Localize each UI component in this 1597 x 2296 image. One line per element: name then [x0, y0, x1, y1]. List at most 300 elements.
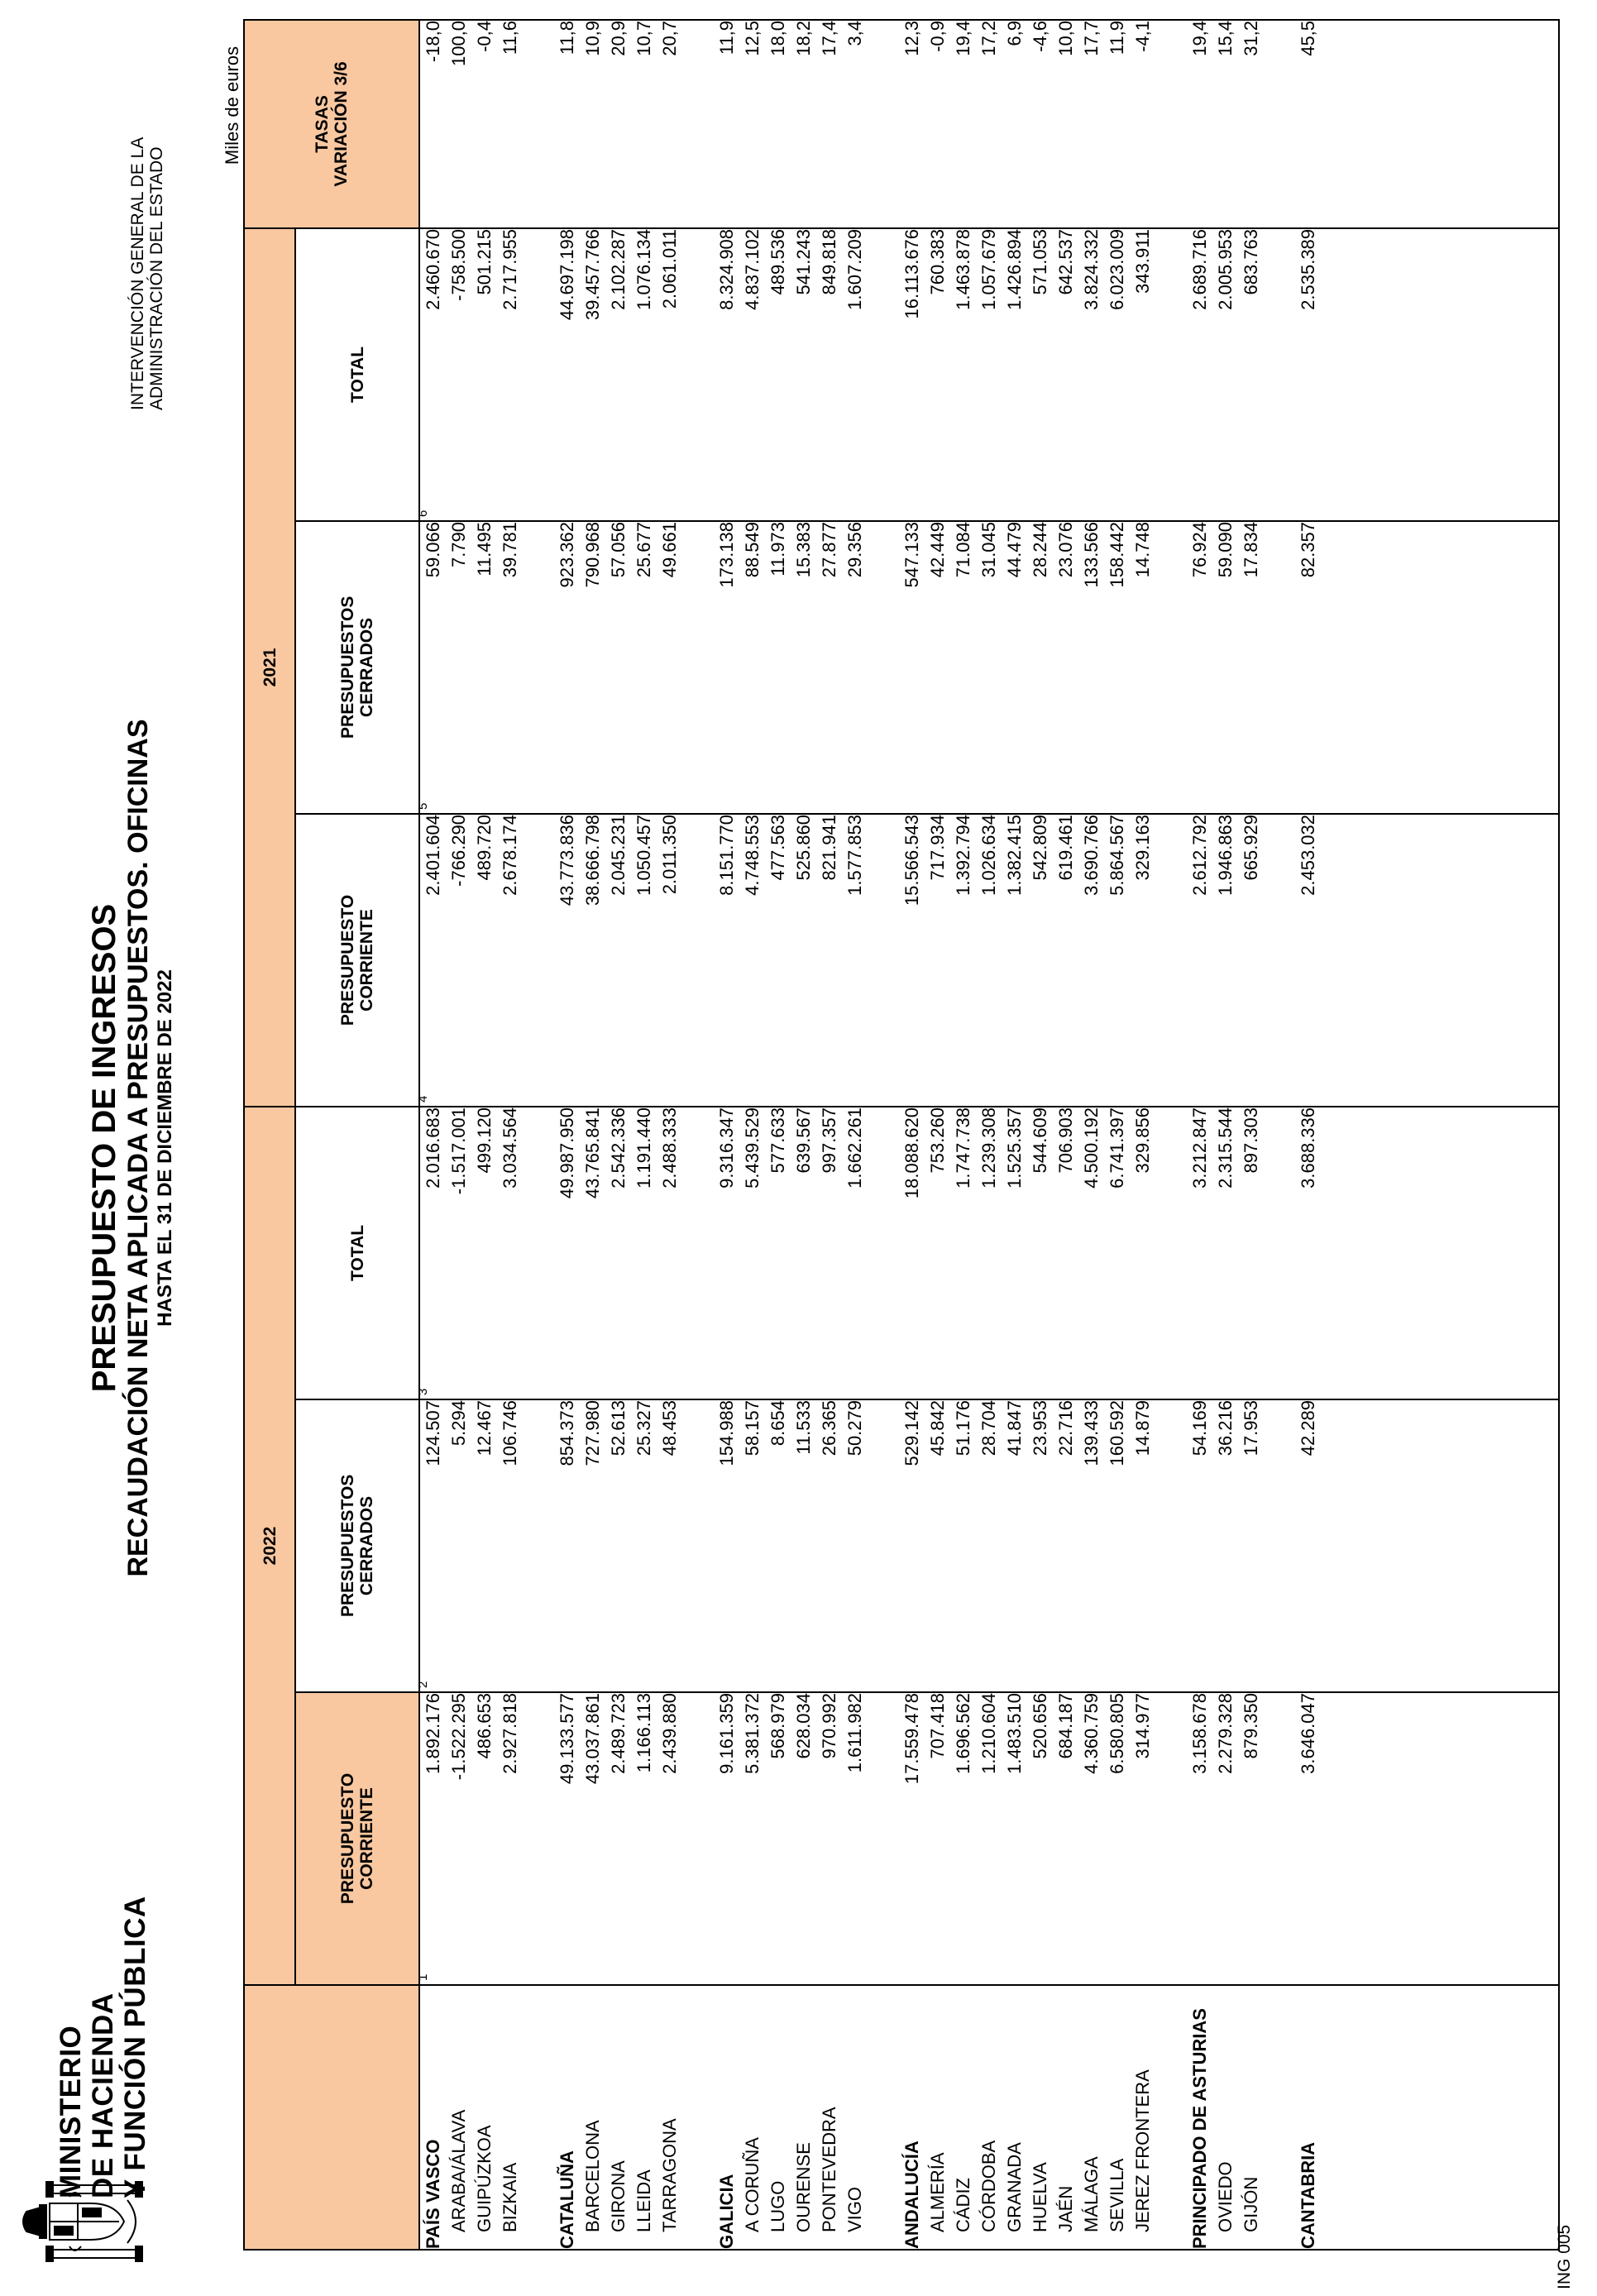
table-cell: 23.953	[1030, 1400, 1050, 1457]
group-spacer	[523, 522, 554, 813]
table-cell: 27.877	[819, 521, 839, 578]
office-name: GUIPÚZKOA	[474, 2125, 495, 2232]
table-cell: 5.864.567	[1107, 814, 1127, 896]
group-spacer	[1155, 522, 1187, 813]
table-cell: 49.987.950	[557, 1107, 577, 1199]
group-spacer	[523, 1107, 554, 1399]
table-cell: 28.244	[1030, 521, 1050, 578]
ministry-line-2: DE HACIENDA	[87, 1992, 119, 2198]
table-cell: -1.522.295	[448, 1693, 469, 1781]
table-cell: 314.977	[1132, 1693, 1153, 1759]
office-name: SEVILLA	[1107, 2158, 1127, 2232]
table-cell: 9.316.347	[716, 1107, 737, 1189]
table-cell: -0,4	[474, 20, 495, 52]
table-cell: 10,0	[1055, 20, 1076, 56]
table-cell: 17,7	[1081, 20, 1102, 56]
table-cell: 14.879	[1132, 1400, 1153, 1457]
column-number: 1	[416, 1973, 430, 1981]
table-cell: 17,2	[978, 20, 999, 56]
table-cell: 4.360.759	[1081, 1693, 1102, 1774]
table-cell: 16.113.676	[901, 228, 922, 319]
table-cell: 10,7	[634, 20, 654, 56]
table-cell: 577.633	[767, 1107, 788, 1174]
office-name: BIZKAIA	[500, 2162, 520, 2232]
table-cell: 2.612.792	[1189, 814, 1210, 896]
table-cell: 11.973	[767, 521, 788, 576]
table-cell: 2.102.287	[608, 228, 629, 310]
table-cell: 26.365	[819, 1400, 839, 1457]
intervencion-line-2: ADMINISTRACIÓN DEL ESTADO	[147, 146, 166, 410]
table-cell: 8.654	[767, 1400, 788, 1447]
table-cell: 1.892.176	[423, 1693, 443, 1774]
table-cell: 18.088.620	[901, 1107, 922, 1199]
group-spacer	[1264, 1107, 1295, 1399]
table-cell: 489.720	[474, 814, 495, 881]
year-2021-header: 2021	[244, 228, 295, 1107]
table-cell: 3.690.766	[1081, 814, 1102, 896]
table-cell: 3.688.336	[1298, 1107, 1318, 1189]
group-spacer	[1155, 1986, 1187, 2249]
table-cell: 2.488.333	[659, 1107, 680, 1189]
table-cell: 57.056	[608, 521, 629, 578]
column-number: 3	[416, 1388, 430, 1395]
table-cell: 1.662.261	[844, 1107, 865, 1189]
intervencion-line-1: INTERVENCIÓN GENERAL DE LA	[128, 136, 147, 410]
office-name: OURENSE	[793, 2142, 814, 2232]
region-name: PRINCIPADO DE ASTURIAS	[1189, 2008, 1210, 2249]
table-cell: 19,4	[953, 20, 973, 56]
table-cell: 2.453.032	[1298, 814, 1318, 896]
table-cell: 139.433	[1081, 1400, 1102, 1466]
table-cell: 23.076	[1055, 521, 1076, 578]
table-cell: 489.536	[767, 228, 788, 295]
group-spacer	[1264, 21, 1295, 227]
group-spacer	[868, 21, 899, 227]
table-cell: 54.169	[1189, 1400, 1210, 1457]
office-name: OVIEDO	[1215, 2161, 1236, 2232]
total-2021-column	[416, 228, 1559, 521]
office-name: HUELVA	[1030, 2162, 1050, 2232]
table-cell: 17.559.478	[901, 1693, 922, 1785]
table-cell: 18,0	[767, 20, 788, 56]
table-cell: 25.677	[634, 521, 654, 578]
table-cell: 477.563	[767, 814, 788, 881]
table-cell: 11.495	[474, 521, 495, 576]
corriente-2021-column	[416, 814, 1559, 1107]
table-cell: 45.842	[927, 1400, 948, 1457]
table-cell: 50.279	[844, 1400, 865, 1457]
table-cell: -18,0	[423, 20, 443, 63]
title-line-3: HASTA EL 31 DE DICIEMBRE DE 2022	[154, 969, 176, 1327]
table-cell: 173.138	[716, 521, 737, 588]
office-name: GIRONA	[608, 2160, 629, 2232]
table-cell: 39.457.766	[582, 228, 603, 321]
table-cell: 15,4	[1215, 20, 1236, 56]
table-cell: 41.847	[1004, 1400, 1025, 1457]
table-cell: 11,9	[716, 20, 737, 55]
table-cell: 2.401.604	[423, 814, 443, 896]
table-cell: 343.911	[1132, 228, 1153, 294]
table-cell: 1.577.853	[844, 814, 865, 896]
table-cell: 8.324.908	[716, 228, 737, 310]
table-cell: 2.542.336	[608, 1107, 629, 1189]
cerrados-2022-header: PRESUPUESTOS CERRADOS	[295, 1399, 419, 1692]
table-cell: 2.678.174	[500, 814, 520, 896]
table-cell: 3.824.332	[1081, 228, 1102, 310]
table-cell: 706.903	[1055, 1107, 1076, 1174]
group-spacer	[682, 522, 714, 813]
table-cell: 11,8	[557, 20, 577, 55]
group-spacer	[1155, 815, 1187, 1106]
table-cell: 1.946.863	[1215, 814, 1236, 896]
table-cell: 897.303	[1241, 1107, 1261, 1174]
table-cell: 42.449	[927, 521, 948, 578]
office-header	[244, 1985, 419, 2250]
table-cell: 4.837.102	[742, 228, 763, 310]
table-cell: 2.689.716	[1189, 228, 1210, 310]
office-name: ARABA/ÁLAVA	[448, 2109, 469, 2232]
table-cell: 1.057.679	[978, 228, 999, 310]
table-cell: 2.011.350	[659, 814, 680, 895]
table-cell: 43.037.861	[582, 1693, 603, 1785]
office-name: VIGO	[844, 2186, 865, 2232]
table-cell: 547.133	[901, 521, 922, 588]
cerrados-2021-column	[416, 521, 1559, 814]
table-cell: 82.357	[1298, 521, 1318, 578]
table-cell: 2.045.231	[608, 814, 629, 896]
table-cell: 2.489.723	[608, 1693, 629, 1774]
table-cell: -0,9	[927, 20, 948, 52]
group-spacer	[682, 1400, 714, 1691]
office-name: BARCELONA	[582, 2120, 603, 2232]
office-name: JEREZ FRONTERA	[1132, 2069, 1153, 2232]
group-spacer	[682, 1693, 714, 1984]
table-cell: 665.929	[1241, 814, 1261, 881]
group-spacer	[1155, 1107, 1187, 1399]
table-cell: 2.460.670	[423, 228, 443, 310]
office-name: GIJÓN	[1241, 2176, 1261, 2232]
title-line-2: RECAUDACIÓN NETA APLICADA A PRESUPUESTOS. OFICINAS	[122, 719, 154, 1577]
table-cell: 88.549	[742, 521, 763, 578]
table-cell: 106.746	[500, 1400, 520, 1466]
table-cell: 520.656	[1030, 1693, 1050, 1759]
office-name: TARRAGONA	[659, 2118, 680, 2232]
table-cell: 1.239.308	[978, 1107, 999, 1189]
office-name: LUGO	[767, 2180, 788, 2232]
table-cell: 2.061.011	[659, 228, 680, 309]
region-name: CANTABRIA	[1298, 2141, 1318, 2249]
table-cell: 11.533	[793, 1400, 814, 1455]
region-name: GALICIA	[716, 2174, 737, 2249]
group-spacer	[682, 1986, 714, 2249]
table-cell: 17.953	[1241, 1400, 1261, 1457]
table-cell: 1.696.562	[953, 1693, 973, 1774]
tasas-column	[419, 20, 1559, 228]
group-spacer	[868, 1107, 899, 1399]
total-2022-header: TOTAL	[295, 1107, 419, 1399]
table-cell: 760.383	[927, 228, 948, 295]
office-name: PONTEVEDRA	[819, 2107, 839, 2232]
group-spacer	[868, 1986, 899, 2249]
table-cell: -1.517.001	[448, 1107, 469, 1195]
table-cell: 42.289	[1298, 1400, 1318, 1457]
table-cell: 49.133.577	[557, 1693, 577, 1785]
table-cell: 642.537	[1055, 228, 1076, 295]
table-cell: 1.483.510	[1004, 1693, 1025, 1774]
table-cell: 5.381.372	[742, 1693, 763, 1774]
table-cell: 15.566.543	[901, 814, 922, 906]
table-cell: 544.609	[1030, 1107, 1050, 1174]
table-cell: 923.362	[557, 521, 577, 588]
table-cell: 753.260	[927, 1107, 948, 1174]
group-spacer	[1264, 522, 1295, 813]
table-cell: 43.773.836	[557, 814, 577, 906]
office-name: LLEIDA	[634, 2169, 654, 2232]
title-line-1: PRESUPUESTO DE INGRESOS	[86, 903, 122, 1393]
total-2022-column	[416, 1107, 1559, 1399]
table-cell: 29.356	[844, 521, 865, 578]
table-cell: 6.023.009	[1107, 228, 1127, 310]
group-spacer	[1155, 229, 1187, 520]
table-cell: 1.392.794	[953, 814, 973, 896]
table-cell: 3.646.047	[1298, 1693, 1318, 1774]
group-spacer	[1155, 21, 1187, 227]
table-cell: 7.790	[448, 521, 469, 568]
table-cell: 2.717.955	[500, 228, 520, 310]
table-cell: 25.327	[634, 1400, 654, 1457]
ministry-line-1: MINISTERIO	[55, 2025, 87, 2198]
group-spacer	[523, 815, 554, 1106]
table-cell: 39.781	[500, 521, 520, 578]
table-cell: 2.016.683	[423, 1107, 443, 1189]
group-spacer	[868, 1400, 899, 1691]
table-cell: 486.653	[474, 1693, 495, 1759]
group-spacer	[523, 1986, 554, 2249]
group-spacer	[682, 229, 714, 520]
table-cell: 31,2	[1241, 20, 1261, 56]
table-cell: 11,9	[1107, 20, 1127, 55]
table-cell: 541.243	[793, 228, 814, 295]
table-cell: 12.467	[474, 1400, 495, 1457]
table-cell: 71.084	[953, 521, 973, 578]
table-cell: 329.856	[1132, 1107, 1153, 1174]
table-cell: 20,9	[608, 20, 629, 56]
table-cell: 501.215	[474, 228, 495, 295]
table-cell: 1.525.357	[1004, 1107, 1025, 1189]
corriente-2022-header: PRESUPUESTO CORRIENTE	[295, 1692, 419, 1985]
group-spacer	[682, 21, 714, 227]
table-cell: 5.439.529	[742, 1107, 763, 1189]
table-cell: 45,5	[1298, 20, 1318, 56]
table-cell: 59.090	[1215, 521, 1236, 578]
table-cell: -766.290	[448, 814, 469, 887]
table-cell: 329.163	[1132, 814, 1153, 881]
table-cell: 2.535.389	[1298, 228, 1318, 310]
group-spacer	[868, 815, 899, 1106]
table-cell: 12,5	[742, 20, 763, 56]
table-cell: 997.357	[819, 1107, 839, 1174]
group-spacer	[1155, 1400, 1187, 1691]
table-cell: 11,6	[500, 20, 520, 55]
table-cell: 14.748	[1132, 521, 1153, 578]
table-cell: 1.050.457	[634, 814, 654, 896]
table-cell: 499.120	[474, 1107, 495, 1174]
table-cell: 76.924	[1189, 521, 1210, 578]
table-cell: 31.045	[978, 521, 999, 578]
office-names-column	[419, 1985, 1559, 2250]
table-cell: 849.818	[819, 228, 839, 295]
table-cell: 2.315.544	[1215, 1107, 1236, 1189]
table-cell: 707.418	[927, 1693, 948, 1759]
table-cell: 1.382.415	[1004, 814, 1025, 896]
table-cell: 22.716	[1055, 1400, 1076, 1457]
table-cell: -4,1	[1132, 20, 1153, 52]
column-number: 2	[416, 1681, 430, 1688]
table-cell: 2.439.880	[659, 1693, 680, 1774]
table-cell: 3.212.847	[1189, 1107, 1210, 1189]
table-cell: 18,2	[793, 20, 814, 56]
cerrados-2021-header: PRESUPUESTOS CERRADOS	[295, 521, 419, 814]
corriente-2021-header: PRESUPUESTO CORRIENTE	[295, 814, 419, 1107]
table-cell: 683.763	[1241, 228, 1261, 295]
table-cell: 568.979	[767, 1693, 788, 1759]
office-name: MÁLAGA	[1081, 2156, 1102, 2232]
table-cell: 52.613	[608, 1400, 629, 1457]
table-cell: 821.941	[819, 814, 839, 881]
table-cell: 44.697.198	[557, 228, 577, 321]
office-name: GRANADA	[1004, 2142, 1025, 2232]
group-spacer	[682, 815, 714, 1106]
table-cell: 124.507	[423, 1400, 443, 1466]
group-spacer	[1264, 229, 1295, 520]
table-cell: 1.210.604	[978, 1693, 999, 1774]
table-cell: 10,9	[582, 20, 603, 56]
revenue-table	[243, 19, 1560, 2251]
year-2022-header: 2022	[244, 1107, 295, 1985]
table-cell: 790.968	[582, 521, 603, 588]
table-cell: 17.834	[1241, 521, 1261, 578]
table-cell: -758.500	[448, 228, 469, 301]
table-cell: 5.294	[448, 1400, 469, 1447]
table-cell: 571.053	[1030, 228, 1050, 295]
table-cell: -4,6	[1030, 20, 1050, 52]
table-cell: 879.350	[1241, 1693, 1261, 1759]
office-name: CÁDIZ	[953, 2178, 973, 2232]
table-cell: 1.463.878	[953, 228, 973, 310]
table-cell: 51.176	[953, 1400, 973, 1457]
table-cell: 1.191.440	[634, 1107, 654, 1189]
table-cell: 15.383	[793, 521, 814, 578]
table-cell: 36.216	[1215, 1400, 1236, 1457]
table-cell: 9.161.359	[716, 1693, 737, 1774]
table-cell: 1.026.634	[978, 814, 999, 896]
table-cell: 4.500.192	[1081, 1107, 1102, 1189]
table-cell: 49.661	[659, 521, 680, 578]
table-cell: 160.592	[1107, 1400, 1127, 1466]
group-spacer	[523, 1693, 554, 1984]
table-cell: 4.748.553	[742, 814, 763, 896]
group-spacer	[523, 229, 554, 520]
table-cell: 3,4	[844, 20, 865, 46]
table-cell: 628.034	[793, 1693, 814, 1759]
table-cell: 58.157	[742, 1400, 763, 1457]
column-number: 5	[416, 802, 430, 810]
group-spacer	[523, 1400, 554, 1691]
group-spacer	[1264, 1986, 1295, 2249]
table-cell: 2.005.953	[1215, 228, 1236, 310]
region-name: ANDALUCÍA	[901, 2141, 922, 2249]
table-cell: 525.860	[793, 814, 814, 881]
office-name: JAÉN	[1055, 2185, 1076, 2232]
table-cell: 154.988	[716, 1400, 737, 1466]
table-cell: 1.747.738	[953, 1107, 973, 1189]
table-cell: 970.992	[819, 1693, 839, 1759]
units-label: Miles de euros	[222, 46, 242, 165]
table-cell: 100,0	[448, 20, 469, 67]
table-cell: 19,4	[1189, 20, 1210, 56]
table-cell: 20,7	[659, 20, 680, 56]
group-spacer	[1264, 815, 1295, 1106]
table-cell: 12,3	[901, 20, 922, 56]
office-name: A CORUÑA	[742, 2137, 763, 2232]
document-code: ING 005	[1555, 2224, 1574, 2289]
table-cell: 619.461	[1055, 814, 1076, 881]
table-cell: 1.426.894	[1004, 228, 1025, 310]
table-cell: 1.076.134	[634, 228, 654, 310]
table-cell: 717.934	[927, 814, 948, 881]
tasas-header: TASAS VARIACIÓN 3/6	[244, 20, 419, 228]
table-cell: 854.373	[557, 1400, 577, 1466]
table-cell: 1.611.982	[844, 1693, 865, 1773]
table-cell: 38.666.798	[582, 814, 603, 906]
table-cell: 3.158.678	[1189, 1693, 1210, 1774]
group-spacer	[868, 229, 899, 520]
table-cell: 158.442	[1107, 521, 1127, 588]
table-cell: 133.566	[1081, 521, 1102, 588]
group-spacer	[1264, 1400, 1295, 1691]
table-cell: 44.479	[1004, 521, 1025, 578]
group-spacer	[682, 1107, 714, 1399]
table-cell: 6.580.805	[1107, 1693, 1127, 1774]
table-cell: 727.980	[582, 1400, 603, 1466]
group-spacer	[1155, 1693, 1187, 1984]
table-cell: 59.066	[423, 521, 443, 578]
group-spacer	[1264, 1693, 1295, 1984]
table-cell: 542.809	[1030, 814, 1050, 881]
table-cell: 28.704	[978, 1400, 999, 1457]
table-cell: 2.279.328	[1215, 1693, 1236, 1774]
total-2021-header: TOTAL	[295, 228, 419, 521]
group-spacer	[868, 1693, 899, 1984]
table-cell: 8.151.770	[716, 814, 737, 896]
table-cell: 3.034.564	[500, 1107, 520, 1189]
intervencion-label	[128, 137, 166, 410]
table-cell: 529.142	[901, 1400, 922, 1466]
corriente-2022-column	[416, 1692, 1559, 1985]
column-number: 6	[416, 509, 430, 517]
table-cell: 1.166.113	[634, 1693, 654, 1773]
column-number: 4	[416, 1095, 430, 1103]
table-cell: 684.187	[1055, 1693, 1076, 1759]
ministry-line-3: Y FUNCIÓN PÚBLICA	[119, 1896, 151, 2198]
table-cell: 17,4	[819, 20, 839, 56]
group-spacer	[523, 21, 554, 227]
cerrados-2022-column	[416, 1399, 1559, 1692]
table-cell: 2.927.818	[500, 1693, 520, 1774]
table-cell: 48.453	[659, 1400, 680, 1457]
group-spacer	[868, 522, 899, 813]
table-cell: 6.741.397	[1107, 1107, 1127, 1189]
